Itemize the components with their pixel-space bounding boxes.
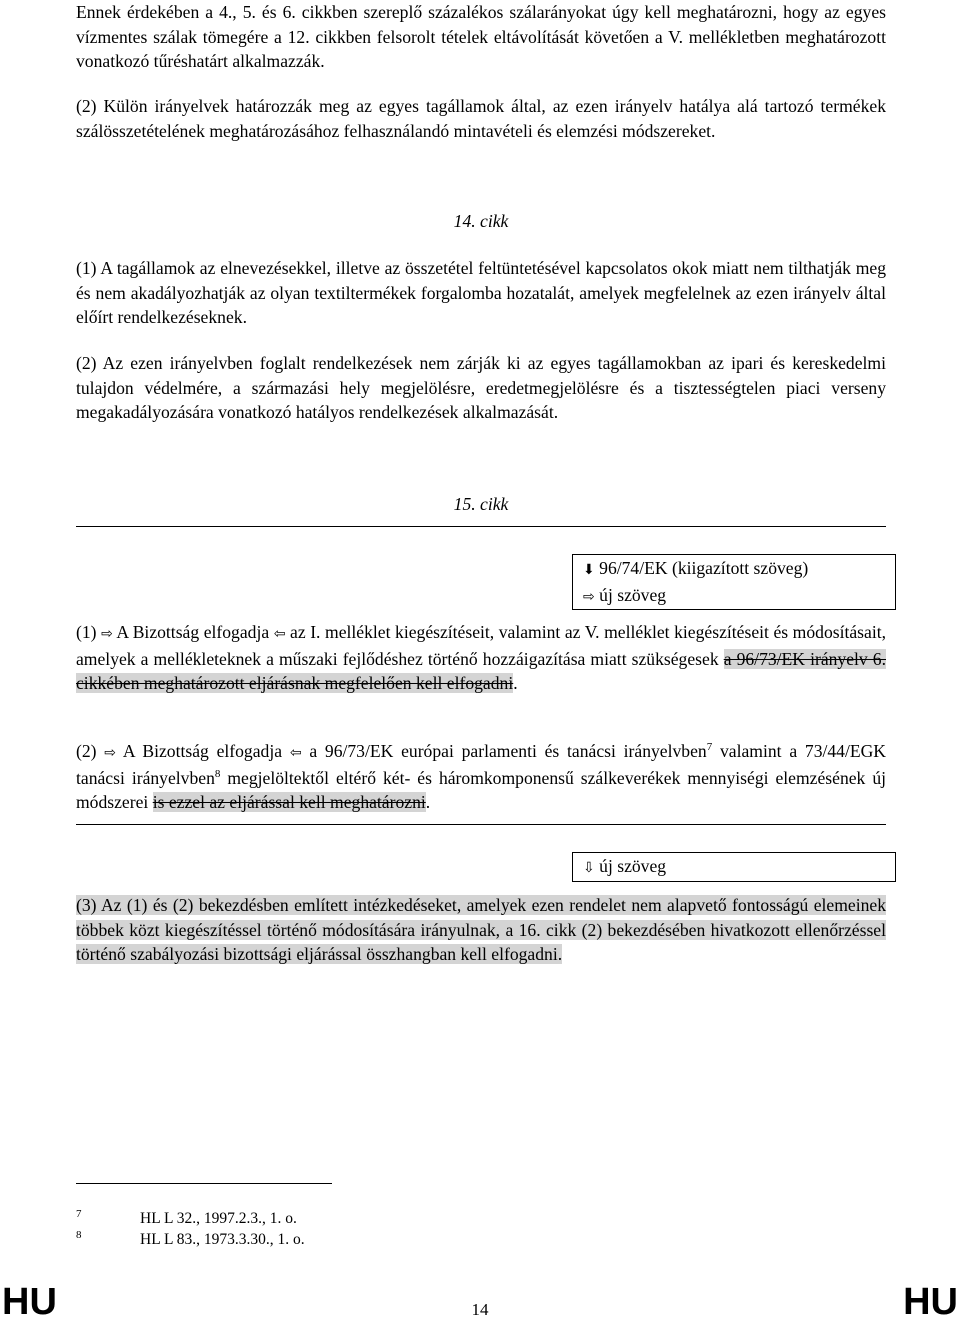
paragraph-continuation: Ennek érdekében a 4., 5. és 6. cikkben szereplő százalékos szálarányokat úgy kell meghatározni, hogy az egyes vízmentes szálak tömegére a 12. cikkben felsorolt tételek eltávolítását követően a V. mellékletben meghatározott vonatkozó tűréshatárt alkalmazzák. bbox=[76, 2, 886, 71]
section-divider-bottom bbox=[76, 824, 886, 825]
down-arrow-icon: ⇩ bbox=[583, 860, 595, 876]
article-15-heading: 15. cikk bbox=[453, 494, 509, 514]
left-arrow-icon: ⇦ bbox=[273, 626, 286, 642]
down-arrow-icon: ⬇ bbox=[583, 562, 595, 578]
inserted-text: A Bizottság elfogadja bbox=[116, 622, 270, 642]
section-divider-top bbox=[76, 526, 886, 527]
article-14-heading: 14. cikk bbox=[453, 211, 509, 231]
deleted-text: is ezzel az eljárással kell meghatározni bbox=[152, 792, 426, 812]
article-14-paragraph-2: (2) Az ezen irányelvben foglalt rendelkezések nem zárják ki az egyes tagállamokban az ipari és kereskedelmi tulajdon védelmére, a származási hely megjelölésre, eredetmegjelölésre és a tisztességtelen piaci verseny megakadályozására vonatkozó hatályos rendelkezések alkalmazását. bbox=[76, 353, 886, 422]
article-13-paragraph-2: (2) Külön irányelvek határozzák meg az egyes tagállamok által, az ezen irányelv hatálya alá tartozó termékek szálösszetételének meghatározásához felhasználandó mintavételi és elemzési módszereket. bbox=[76, 96, 886, 141]
right-arrow-icon: ⇨ bbox=[583, 589, 595, 605]
footnote-8: 8 HL L 83., 1973.3.30., 1. o. bbox=[76, 1229, 305, 1248]
inserted-text: A Bizottság elfogadja bbox=[122, 741, 283, 761]
new-text-marker-box: ⇩ új szöveg bbox=[572, 852, 896, 882]
left-arrow-icon: ⇦ bbox=[289, 745, 302, 761]
article-15-paragraph-2: (2) ⇨ A Bizottság elfogadja ⇦ a 96/73/EK európai parlamenti és tanácsi irányelvben$^7$ valamint a 73/44/EGK tanácsi irányelvben$^8$ megjelöltektől eltérő két- és háromkomponensű szálkeverékek mennyiségi elemzésének új módszerei is ezzel az eljárással kell meghatározni. bbox=[76, 741, 887, 812]
footnote-7: 7 HL L 32., 1997.2.3., 1. o. bbox=[76, 1208, 297, 1227]
right-arrow-icon: ⇨ bbox=[104, 745, 117, 761]
source-marker-box bbox=[572, 554, 896, 610]
source-marker-line-2: ⇨ új szöveg bbox=[583, 585, 667, 605]
page-number: 14 bbox=[471, 1300, 489, 1319]
article-14-paragraph-1: (1) A tagállamok az elnevezésekkel, illetve az összetétel feltüntetésével kapcsolatos okok miatt nem tilthatják meg és nem akadályozhatják az olyan textiltermékek forgalomba hozatalát, amelyek megfelelnek az ezen irányelv által előírt rendelkezéseknek. bbox=[76, 258, 886, 327]
language-code-right: HU bbox=[903, 1281, 958, 1323]
right-arrow-icon: ⇨ bbox=[101, 626, 113, 642]
footnote-ref: 8 bbox=[214, 767, 221, 780]
footnote-separator bbox=[76, 1183, 332, 1184]
article-15-paragraph-1: (1) ⇨ A Bizottság elfogadja ⇦ az I. melléklet kiegészítéseit, valamint az V. melléklet kiegészítéseit és módosításait, amelyek a mellékleteknek a műszaki fejlődéshez történő hozzáigazítása miatt szükségesek a 96/73/EK irányelv 6. cikkében meghatározott eljárásnak megfelelően kell elfogadni. bbox=[76, 622, 886, 693]
language-code-left: HU bbox=[2, 1281, 57, 1323]
article-15-paragraph-3: (3) Az (1) és (2) bekezdésben említett intézkedéseket, amelyek ezen rendelet nem alapvető fontosságú elemeinek többek közt kiegészítéssel történő módosítására irányulnak, a 16. cikk (2) bekezdésében hivatkozott ellenőrzéssel történő szabályozási bizottsági eljárással összhangban kell elfogadni. bbox=[76, 895, 886, 964]
deleted-text: a 96/73/EK irányelv 6. cikkében meghatározott eljárásnak megfelelően kell elfogadni bbox=[76, 648, 886, 693]
footnote-ref: 7 bbox=[706, 741, 713, 753]
source-marker-line-1: ⬇ 96/74/EK (kiigazított szöveg) bbox=[583, 558, 809, 578]
